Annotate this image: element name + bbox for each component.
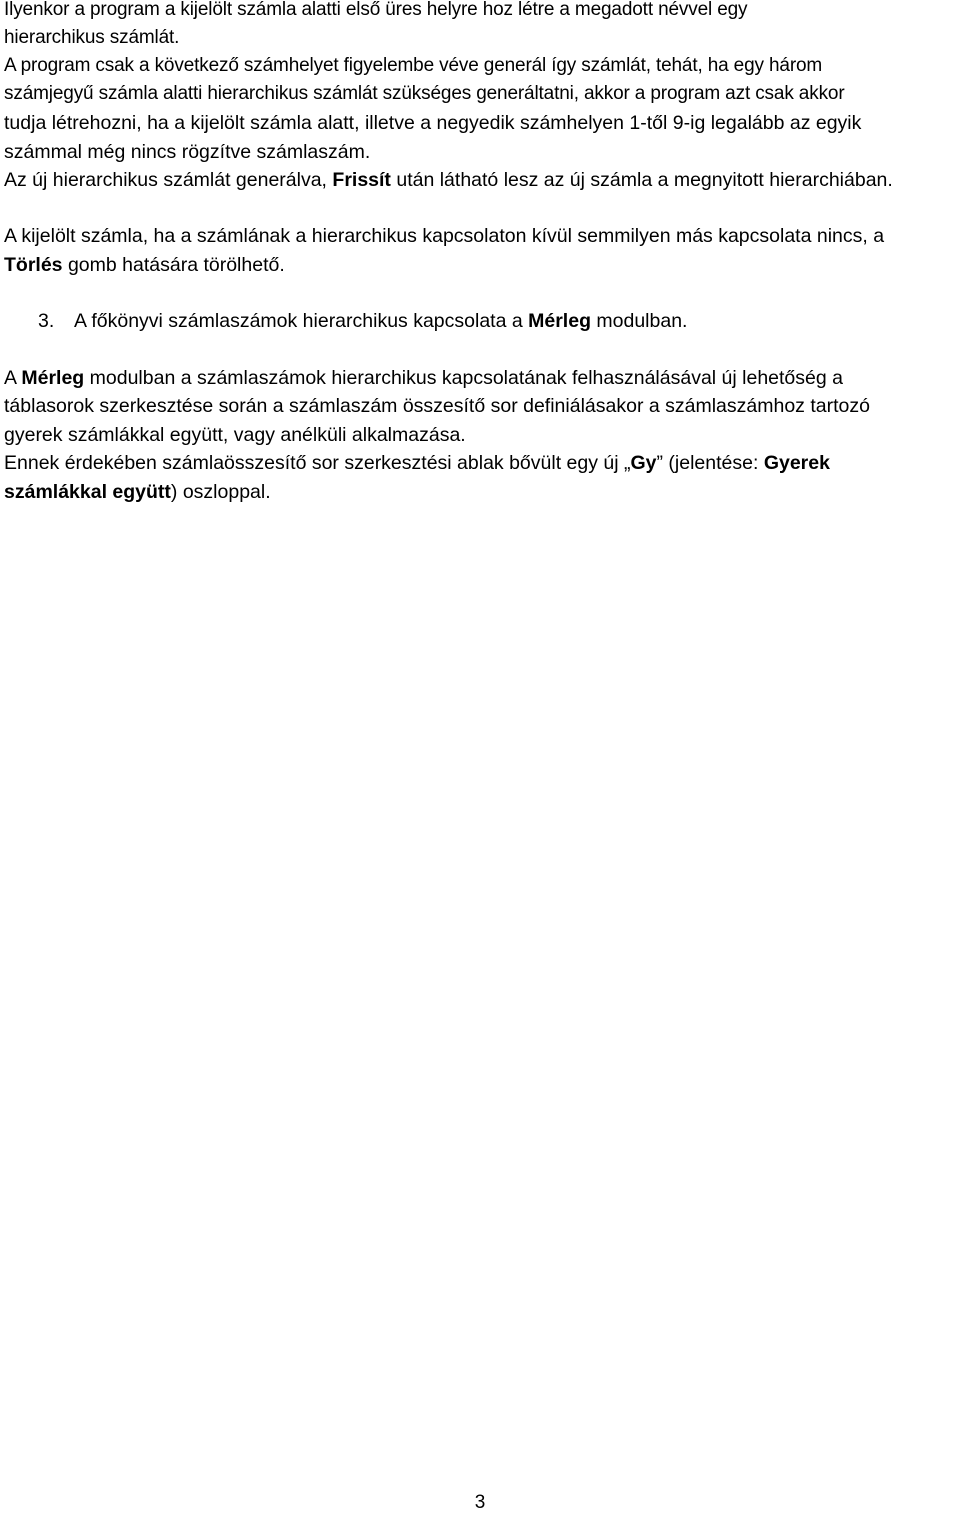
paragraph-1-line-2: hierarchikus számlát.: [4, 27, 180, 48]
paragraph-3-text-post: után látható lesz az új számla a megnyitott hierarchiában.: [396, 169, 893, 191]
paragraph-2-line-1: A program csak a következő számhelyet figyelembe véve generál így számlát, tehát, ha egy három: [4, 55, 823, 76]
paragraph-5-line-1-pre: A: [4, 367, 16, 389]
paragraph-2-line-4: számmal még nincs rögzítve számlaszám.: [4, 141, 371, 163]
section-heading-number: 3.: [38, 310, 55, 332]
paragraph-4-line-2-text: gomb hatására törölhető.: [67, 254, 285, 276]
merleg-heading-bold-term: Mérleg: [528, 310, 591, 332]
gyerek-bold-term: Gyerek: [763, 452, 830, 474]
paragraph-1-line-1: Ilyenkor a program a kijelölt számla alatti első üres helyre hoz létre a megadott névvel egy: [4, 0, 748, 20]
section-heading-text-pre: A főkönyvi számlaszámok hierarchikus kapcsolata a: [74, 310, 523, 332]
paragraph-5-line-3: gyerek számlákkal együtt, vagy anélküli alkalmazása.: [4, 424, 466, 446]
paragraph-2-line-3: tudja létrehozni, ha a kijelölt számla alatt, illetve a negyedik számhelyen 1-től 9-ig legalább az egyik: [4, 112, 862, 134]
paragraph-5-line-2: táblasorok szerkesztése során a számlaszám összesítő sor definiálásakor a számlaszámhoz tartozó: [4, 395, 870, 417]
paragraph-3: [4, 166, 893, 194]
paragraph-6-line-1-pre: Ennek érdekében számlaösszesítő sor szerkesztési ablak bővült egy új „: [4, 452, 631, 474]
merleg-bold-term: Mérleg: [21, 367, 85, 389]
torles-bold-term: Törlés: [4, 254, 63, 276]
paragraph-4-line-2: [4, 251, 285, 279]
section-heading-text-post: modulban.: [596, 310, 688, 332]
paragraph-3-text-pre: Az új hierarchikus számlát generálva,: [4, 169, 327, 191]
page-number: 3: [474, 1492, 486, 1513]
paragraph-5-line-1: [4, 364, 843, 392]
paragraph-6-line-1-mid: ” (jelentése:: [656, 452, 759, 474]
szamlakkal-egyutt-bold-term: számlákkal együtt: [4, 481, 171, 503]
section-heading: [38, 307, 687, 335]
paragraph-4-line-1: A kijelölt számla, ha a számlának a hierarchikus kapcsolaton kívül semmilyen más kapcsolata nincs, a: [4, 225, 885, 247]
paragraph-6-line-2-post: ) oszloppal.: [170, 481, 271, 503]
frissit-bold-term: Frissít: [332, 169, 391, 191]
paragraph-6-line-2: [4, 478, 271, 506]
paragraph-2-line-2: számjegyű számla alatti hierarchikus számlát szükséges generáltatni, akkor a program azt csak akkor: [4, 83, 845, 104]
gy-bold-term: Gy: [630, 452, 657, 474]
paragraph-5-line-1-post: modulban a számlaszámok hierarchikus kapcsolatának felhasználásával új lehetőség a: [89, 367, 843, 389]
paragraph-6-line-1: [4, 449, 830, 477]
